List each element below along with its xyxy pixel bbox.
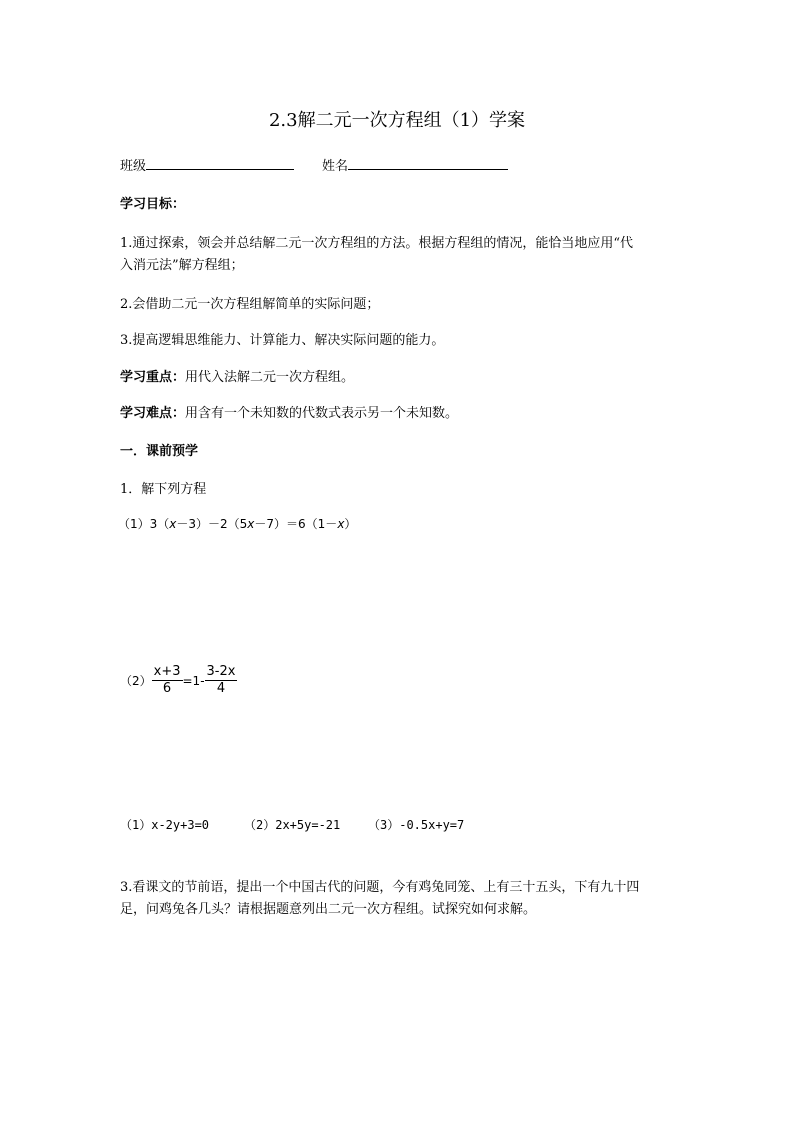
eq1-part-b: －3）－2（5 [176, 517, 248, 531]
eq2-numerator-1: x+3 [153, 664, 181, 679]
eq1-part-d: ） [344, 517, 357, 531]
class-label: 班级 [120, 159, 147, 174]
sub-equation-3: （3）-0.5x+y=7 [368, 818, 465, 832]
eq2-numerator-2: 3-2x [206, 664, 236, 679]
key-point-label: 学习重点： [120, 370, 186, 385]
eq1-var-1: x [169, 517, 177, 531]
name-label: 姓名 [322, 159, 349, 174]
difficulty-label: 学习难点： [120, 406, 186, 421]
key-point [120, 366, 354, 385]
class-blank[interactable] [146, 155, 294, 170]
sub-equation-2: （2）2x+5y=-21 [244, 818, 341, 832]
page-title: 2.3解二元一次方程组（1）学案 [268, 110, 526, 131]
objectives-heading: 学习目标： [120, 197, 186, 212]
eq2-fraction-2 [205, 664, 238, 697]
equation-2 [120, 664, 237, 697]
objective-1-line-2: 入消元法”解方程组； [120, 258, 244, 273]
question-1: 1．解下列方程 [120, 482, 207, 497]
section-1-heading: 一．课前预学 [120, 444, 199, 459]
objective-3: 3.提高逻辑思维能力、计算能力、解决实际问题的能力。 [120, 333, 445, 348]
eq1-part-c: －7）＝6（1－ [254, 517, 338, 531]
equation-1 [118, 515, 356, 532]
difficulty-text: 用含有一个未知数的代数式表示另一个未知数。 [185, 406, 459, 421]
key-point-text: 用代入法解二元一次方程组。 [185, 370, 355, 385]
eq2-fraction-1 [152, 664, 183, 697]
class-field [120, 155, 294, 174]
question-3-line-1: 3.看课文的节前语，提出一个中国古代的问题，今有鸡兔同笼、上有三十五头，下有九十四 [120, 880, 640, 895]
difficulty [120, 402, 458, 421]
name-blank[interactable] [348, 155, 508, 170]
eq1-part-a: （1）3（ [118, 517, 170, 531]
objective-1-line-1: 1.通过探索，领会并总结解二元一次方程组的方法。根据方程组的情况，能恰当地应用“代 [120, 236, 634, 251]
sub-equation-1: （1）x-2y+3=0 [120, 818, 210, 832]
eq2-label: （2） [120, 674, 152, 688]
eq1-var-3: x [337, 517, 345, 531]
eq2-denominator-1: 6 [162, 681, 172, 696]
objective-2: 2.会借助二元一次方程组解简单的实际问题； [120, 297, 380, 312]
eq2-denominator-2: 4 [216, 681, 226, 696]
question-3-line-2: 足，问鸡兔各几头？请根据题意列出二元一次方程组。试探究如何求解。 [120, 902, 537, 917]
eq1-var-2: x [247, 517, 255, 531]
name-field [322, 155, 508, 174]
eq2-middle: =1- [182, 673, 205, 688]
